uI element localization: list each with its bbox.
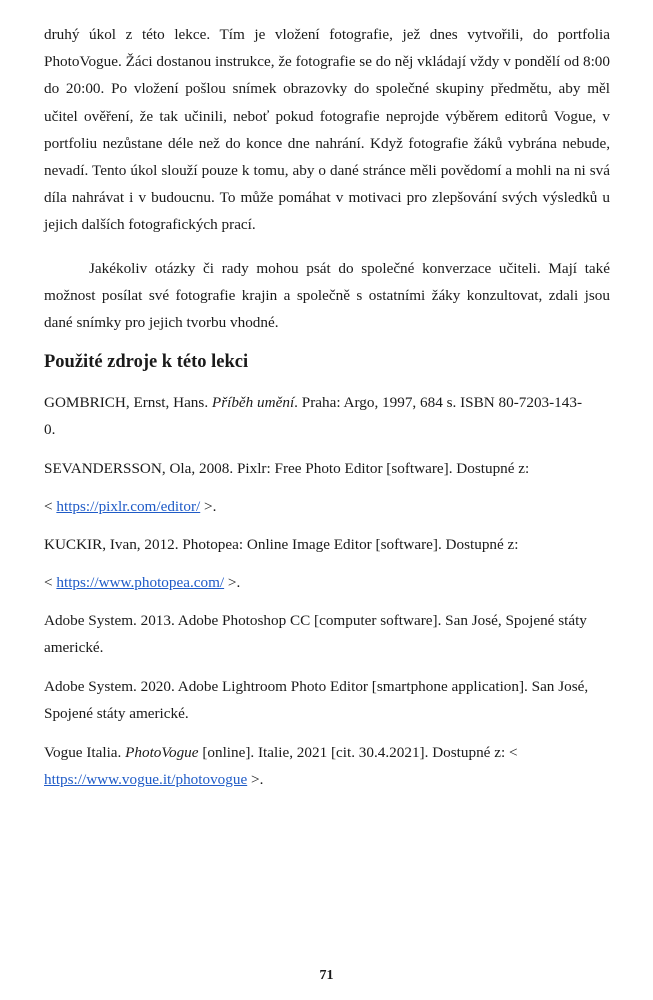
bracket-close: >. [247,771,264,789]
bracket-open: < [44,574,57,591]
reference-photoshop: Adobe System. 2013. Adobe Photoshop CC [computer software]. San José, Spojené státy americké. [44,612,587,657]
reference-gombrich-details: . Praha: Argo, 1997, 684 s. ISBN 80-7203-143-0. [44,394,583,439]
body-paragraph-2: Jakékoliv otázky či rady mohou psát do společné konverzace učiteli. Mají také možnost posílat své fotografie krajin a společně s ostatními žáky konzultovat, zdali jsou dané snímky pro jejich tvorbu vhodné. [44,260,610,332]
reference-vogue [44,739,610,793]
page-number: 71 [319,968,334,983]
bracket-close: >. [200,498,217,515]
reference-gombrich-title: Příběh umění [211,394,295,411]
reference-gombrich [44,389,589,443]
reference-pixlr: SEVANDERSSON, Ola, 2008. Pixlr: Free Photo Editor [software]. Dostupné z: [44,460,530,477]
bracket-open: < [44,498,57,515]
reference-vogue-details: [online]. Italie, 2021 [cit. 30.4.2021]. Dostupné z: < [198,744,518,761]
reference-pixlr-url-line [44,493,610,520]
bracket-close: >. [224,574,241,591]
reference-gombrich-author: GOMBRICH, Ernst, Hans. [44,394,212,411]
reference-vogue-title: PhotoVogue [125,744,199,761]
reference-photopea-url-line [44,569,610,596]
reference-vogue-author: Vogue Italia. [44,744,126,761]
reference-lightroom: Adobe System. 2020. Adobe Lightroom Photo Editor [smartphone application]. San José, Spojené státy americké. [44,678,589,723]
references-heading: Použité zdroje k této lekci [44,352,249,372]
photopea-link[interactable]: https://www.photopea.com/ [56,574,225,591]
reference-photopea: KUCKIR, Ivan, 2012. Photopea: Online Image Editor [software]. Dostupné z: [44,536,519,553]
pixlr-link[interactable]: https://pixlr.com/editor/ [56,498,201,515]
vogue-link[interactable]: https://www.vogue.it/photovogue [44,771,248,789]
body-paragraph-1: druhý úkol z této lekce. Tím je vložení fotografie, jež dnes vytvořili, do portfolia PhotoVogue. Žáci dostanou instrukce, že fotografie se do něj vkládají vždy v pondělí od 8:00 do 20:00. Po vložení pošlou snímek obrazovky do společné skupiny předmětu, aby měl učitel ověření, že tak učinili, neboť pokud fotografie neprojde výběrem editorů Vogue, v portfoliu nezůstane déle než do konce dne nahrání. Když fotografie žáků vybrána nebude, nevadí. Tento úkol slouží pouze k tomu, aby o dané stránce měli povědomí a mohli na ni svá díla nahrávat i v budoucnu. To může pomáhat v motivaci pro zlepšování svých výsledků u jejich dalších fotografických prací. [44,26,610,234]
